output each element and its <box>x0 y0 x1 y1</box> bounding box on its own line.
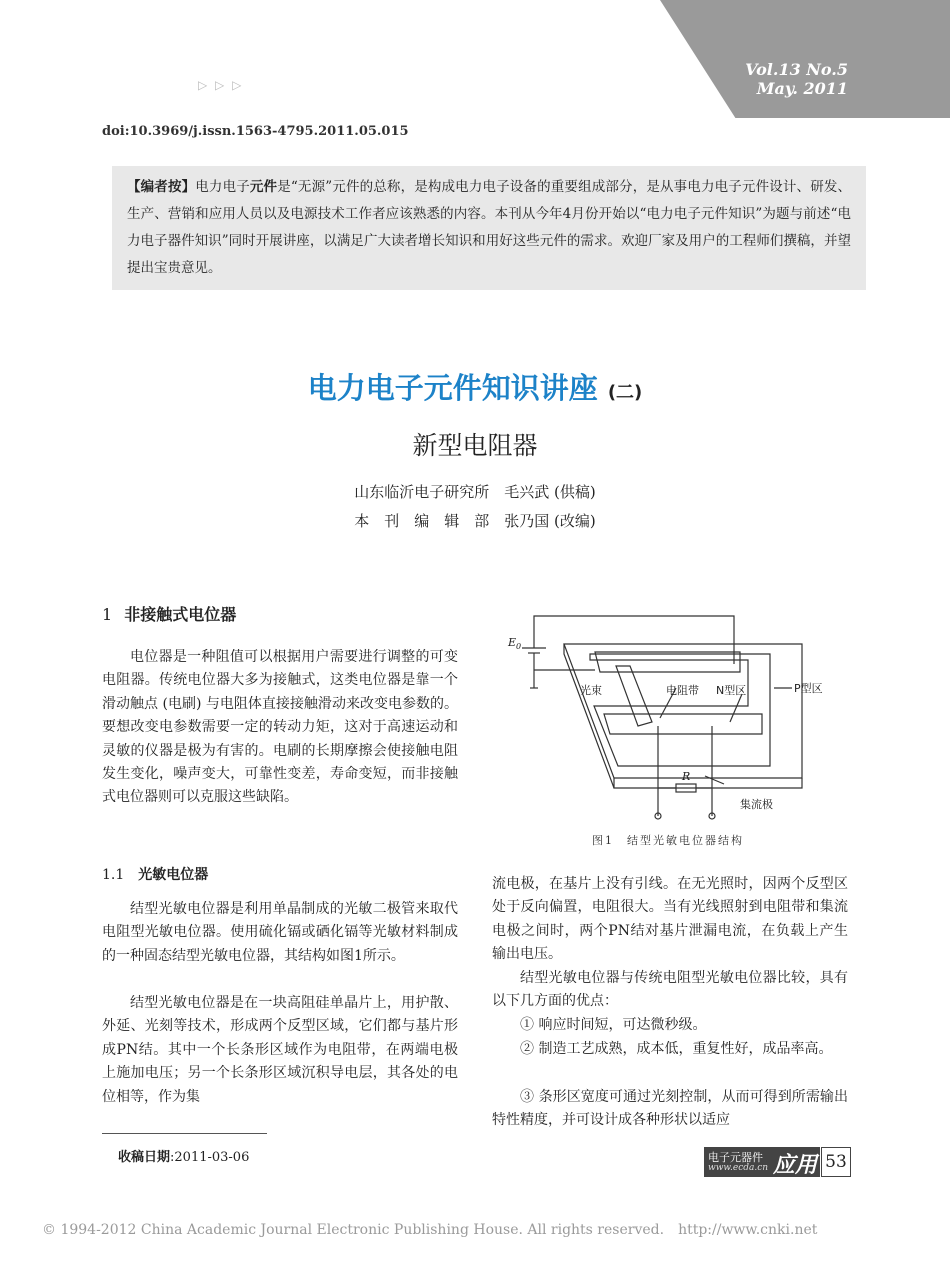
arrows-decoration: ▷ ▷ ▷ <box>198 78 244 92</box>
section-1-number: 1 <box>102 605 113 624</box>
article-title <box>0 366 950 407</box>
editor-note-text-b: 是“无源”元件的总称，是构成电力电子设备的重要组成部分，是从事电力电子元件设计、研发、生产、营销和应用人员以及电源技术工作者应该熟悉的内容。本刊从今年4月份开始以“电力电子元件知识”为题与前述“电力电子器件知识”同时开展讲座，以满足广大读者增长知识和用好这些元件的需求。欢迎厂家及用户的工程师们撰稿，并望提出宝贵意见。 <box>127 179 852 276</box>
leader-n <box>730 694 742 722</box>
corner-banner <box>660 0 950 118</box>
received-date <box>118 1146 249 1165</box>
copyright-text: © 1994-2012 China Academic Journal Electronic Publishing House. All rights reserved. <box>42 1222 665 1238</box>
top-wire <box>534 616 734 664</box>
section-1-1-heading <box>102 864 208 884</box>
section-1-heading <box>102 602 236 625</box>
figure-1-diagram <box>500 606 850 826</box>
leader-collector <box>705 776 724 784</box>
copyright-footer <box>42 1222 817 1238</box>
light-beam <box>616 666 652 726</box>
wafer-front <box>614 778 802 788</box>
collector-strip <box>604 714 762 734</box>
right-paragraph-2: 结型光敏电位器与传统电阻型光敏电位器比较，具有以下几方面的优点： <box>492 970 848 1010</box>
section-1-title: 非接触式电位器 <box>124 605 237 624</box>
doi: doi:10.3969/j.issn.1563-4795.2011.05.015 <box>102 124 409 139</box>
received-label: 收稿日期 <box>118 1150 171 1165</box>
figure-1-caption: 图1 结型光敏电位器结构 <box>592 834 744 847</box>
section-1-1-paragraph-2: 结型光敏电位器是在一块高阻硅单晶片上，用护散、外延、光刻等技术，形成两个反型区域，它们都与基片形成PN结。其中一个长条形区域作为电阻带，在两端电极上施加电压；另一个长条形区域沉积导电层，其各处的电位相等，作为集 <box>102 995 458 1105</box>
issue-date: May. 2011 <box>756 79 848 98</box>
journal-logo <box>704 1147 820 1177</box>
logo-big-text: 应用 <box>772 1153 817 1178</box>
advantage-item-2: ② 制造工艺成熟，成本低，重复性好，成品率高。 <box>520 1041 833 1057</box>
advantage-item-1: ① 响应时间短，可达微秒级。 <box>520 1017 707 1033</box>
editor-note <box>112 166 866 290</box>
label-e: $E_0$ <box>508 636 522 651</box>
label-collector: 集流极 <box>740 798 773 811</box>
article-subtitle: 新型电阻器 <box>412 431 538 460</box>
advantage-item-3: ③ 条形区宽度可通过光刻控制，从而可得到所需输出特性精度，并可设计成各种形状以适应 <box>492 1089 848 1129</box>
editor-note-bold: 元件 <box>249 179 278 195</box>
right-paragraph-1: 流电极，在基片上没有引线。在无光照时，因两个反型区处于反向偏置，电阻很大。当有光线照射到电阻带和集流电极之间时，两个PN结对基片泄漏电流，在负载上产生输出电压。 <box>492 876 848 963</box>
author-line-1: 山东临沂电子研究所 毛兴武 (供稿) <box>354 483 596 501</box>
logo-url: www.ecda.cn <box>708 1163 769 1173</box>
title-part: (二) <box>607 382 643 403</box>
logo-top-text: 电子元器件 <box>708 1151 763 1164</box>
wafer-top <box>564 644 802 778</box>
volume-number: Vol.13 No.5 <box>745 60 848 79</box>
p-region <box>590 654 770 766</box>
footnote-rule <box>102 1133 267 1134</box>
issue-info <box>745 60 848 98</box>
label-r: R <box>682 770 691 783</box>
label-light: 光束 <box>580 684 602 697</box>
section-1-1-number: 1.1 <box>102 867 125 883</box>
section-1-1-title: 光敏电位器 <box>138 867 209 883</box>
label-p: P型区 <box>794 682 823 695</box>
label-n: N型区 <box>716 684 747 697</box>
page-number: 53 <box>821 1147 851 1177</box>
section-1-1-paragraph-1: 结型光敏电位器是利用单晶制成的光敏二极管来取代电阻型光敏电位器。使用硫化镉或硒化镉等光敏材料制成的一种固态结型光敏电位器，其结构如图1所示。 <box>102 901 458 964</box>
title-main: 电力电子元件知识讲座 <box>307 371 598 405</box>
editor-note-text-a: 电力电子 <box>195 179 250 195</box>
section-1-paragraph: 电位器是一种阻值可以根据用户需要进行调整的可变电阻器。传统电位器大多为接触式，这类电位器是靠一个滑动触点 (电刷) 与电阻体直接接触滑动来改变电参数的。要想改变电参数需要一定的转动力矩，这对于高速运动和灵敏的仪器是极为有害的。电刷的长期摩擦会使接触电阻发生变化，噪声变大，可靠性变差，寿命变短，而非接触式电位器则可以克服这些缺陷。 <box>102 649 458 806</box>
received-value: :2011-03-06 <box>170 1150 250 1165</box>
label-strip: 电阻带 <box>666 684 699 697</box>
editor-note-lead: 【编者按】 <box>127 179 196 195</box>
author-line-2: 本 刊 编 辑 部 张乃国 (改编) <box>354 512 596 530</box>
cnki-link[interactable]: http://www.cnki.net <box>678 1222 818 1238</box>
